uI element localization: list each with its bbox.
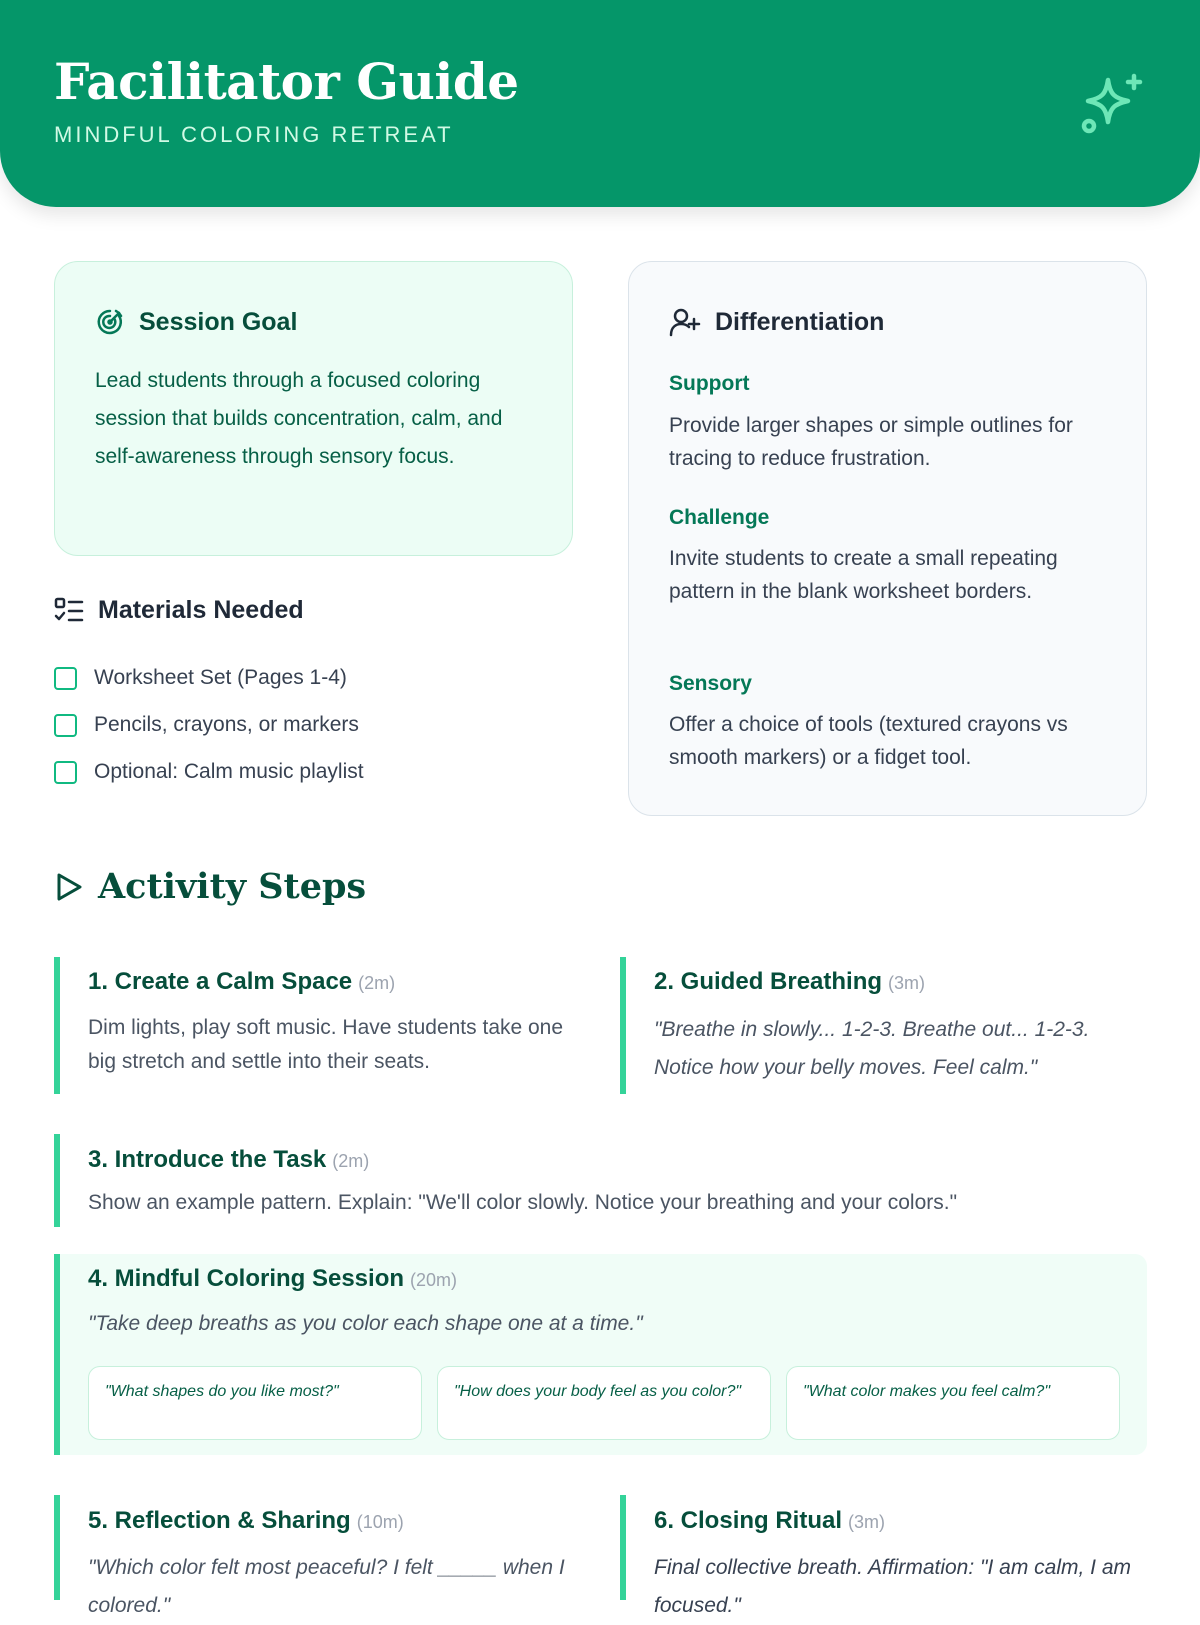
step-description: Dim lights, play soft music. Have students take one big stretch and settle into their seats. [88,1016,564,1073]
step-description: Show an example pattern. Explain: "We'll color slowly. Notice your breathing and your colors." [88,1191,958,1214]
sensory-label: Sensory [669,672,752,695]
prompt-card: "What color makes you feel calm?" [786,1366,1120,1440]
session-goal-title: Session Goal [139,307,298,336]
session-goal-card [54,261,573,556]
material-item[interactable] [54,666,347,690]
differentiation-heading [669,307,884,337]
challenge-text: Invite students to create a small repeating pattern in the blank worksheet borders. [669,547,1058,603]
step-duration: (2m) [358,973,396,993]
material-checkbox[interactable] [54,714,77,737]
page-subtitle: MINDFUL COLORING RETREAT [54,122,454,147]
step-description: Final collective breath. Affirmation: "I am calm, I am focused." [654,1556,1132,1617]
session-goal-text: Lead students through a focused coloring session that builds concentration, calm, and self-awareness through sensory focus. [95,369,503,468]
step-card-highlighted [54,1254,1147,1455]
header-banner [0,0,1200,207]
prompt-card: "How does your body feel as you color?" [437,1366,771,1440]
step-description: "Breathe in slowly... 1-2-3. Breathe out... 1-2-3. Notice how your belly moves. Feel calm." [654,1018,1090,1079]
activity-heading [54,866,366,907]
prompt-card: "What shapes do you like most?" [88,1366,422,1440]
support-label: Support [669,372,750,395]
target-icon [95,307,125,337]
material-label: Worksheet Set (Pages 1-4) [94,666,347,689]
step-duration: (10m) [356,1512,404,1532]
step-card [620,1495,1147,1617]
materials-title: Materials Needed [98,596,304,624]
page-title: Facilitator Guide [54,52,519,111]
step-description: "Take deep breaths as you color each shape one at a time." [88,1312,643,1335]
sensory-text: Offer a choice of tools (textured crayons vs smooth markers) or a fidget tool. [669,713,1068,769]
step-title: 4. Mindful Coloring Session (20m) [88,1265,458,1292]
sparkle-icon [1076,70,1146,140]
challenge-label: Challenge [669,506,770,529]
step-card [54,1495,584,1617]
materials-heading [54,596,304,625]
differentiation-card [628,261,1147,816]
step-description: "Which color felt most peaceful? I felt _____ when I colored." [88,1556,565,1617]
user-plus-icon [669,307,701,337]
step-title: 1. Create a Calm Space (2m) [88,968,396,995]
material-item[interactable] [54,760,364,784]
step-title: 6. Closing Ritual (3m) [654,1507,886,1534]
step-duration: (20m) [410,1270,458,1290]
step-card [620,957,1147,1094]
step-title: 5. Reflection & Sharing (10m) [88,1507,404,1534]
step-title: 2. Guided Breathing (3m) [654,968,926,995]
material-item[interactable] [54,713,359,737]
step-duration: (2m) [332,1151,370,1171]
step-card [54,957,584,1094]
step-title: 3. Introduce the Task (2m) [88,1146,370,1173]
step-card [54,1134,1147,1227]
support-text: Provide larger shapes or simple outlines for tracing to reduce frustration. [669,414,1073,470]
material-checkbox[interactable] [54,761,77,784]
step-duration: (3m) [888,973,926,993]
activity-title: Activity Steps [98,866,367,907]
step-duration: (3m) [848,1512,886,1532]
material-checkbox[interactable] [54,667,77,690]
material-label: Pencils, crayons, or markers [94,713,359,736]
session-goal-heading [95,307,297,337]
play-icon [54,871,84,903]
material-label: Optional: Calm music playlist [94,760,364,783]
checklist-icon [54,597,84,625]
differentiation-title: Differentiation [715,307,885,336]
